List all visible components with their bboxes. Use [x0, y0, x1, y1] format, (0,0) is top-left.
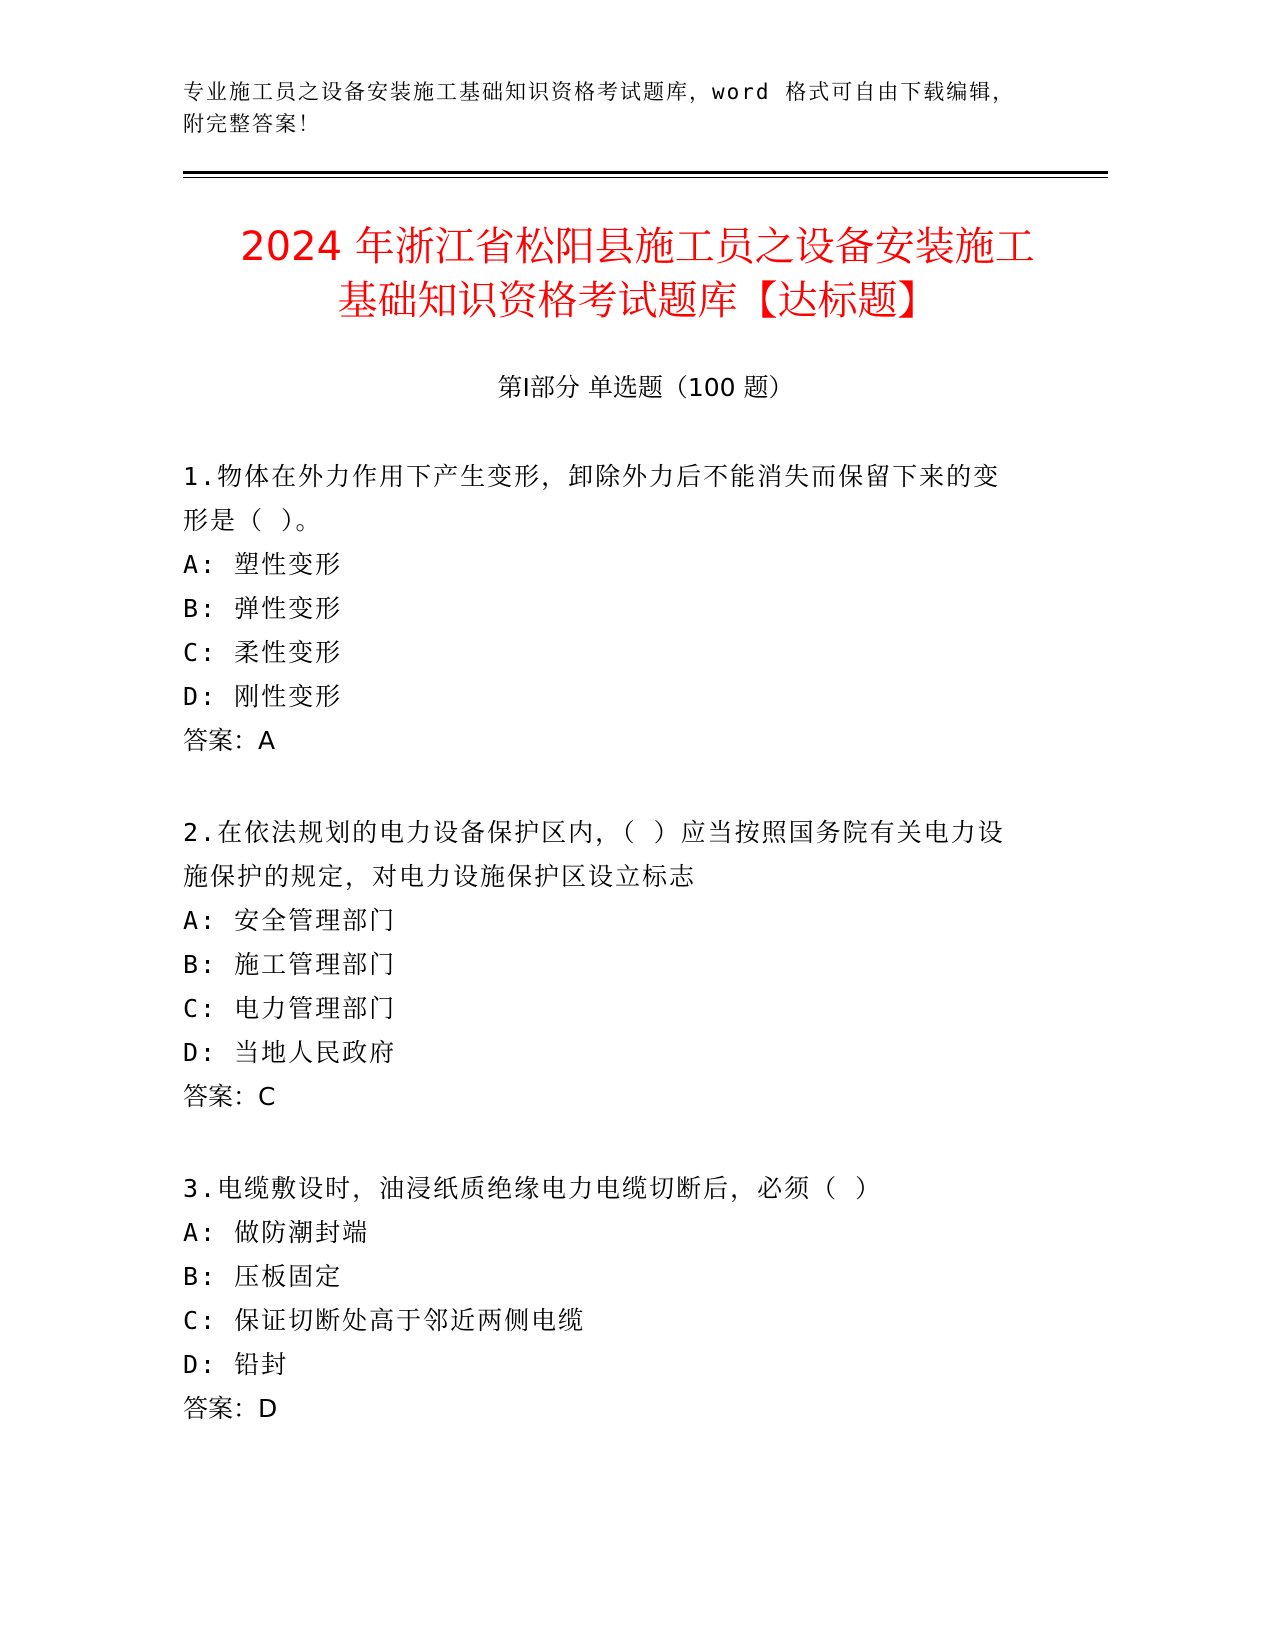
question-stem-line: 施保护的规定，对电力设施保护区设立标志	[183, 862, 697, 891]
option-a: A: 塑性变形	[183, 550, 343, 579]
option-d: D: 铅封	[183, 1350, 289, 1379]
document-title-line-2: 基础知识资格考试题库【达标题】	[337, 278, 938, 324]
question-stem-line: 2.在依法规划的电力设备保护区内，（ ）应当按照国务院有关电力设	[183, 818, 1005, 847]
header-divider-thick	[183, 171, 1108, 174]
option-d: D: 当地人民政府	[183, 1038, 397, 1067]
question-3	[183, 1167, 1063, 1431]
question-1	[183, 455, 1063, 763]
section-heading: 第Ⅰ部分 单选题（100 题）	[497, 373, 794, 402]
document-title	[140, 220, 1135, 328]
option-c: C: 保证切断处高于邻近两侧电缆	[183, 1306, 586, 1335]
option-d: D: 刚性变形	[183, 682, 343, 711]
option-b: B: 施工管理部门	[183, 950, 397, 979]
question-stem-line: 形是（ ）。	[183, 506, 323, 535]
header-divider-thin	[183, 177, 1108, 178]
option-a: A: 做防潮封端	[183, 1218, 370, 1247]
question-stem-line: 1.物体在外力作用下产生变形，卸除外力后不能消失而保留下来的变	[183, 462, 1001, 491]
question-stem-line: 3.电缆敷设时，油浸纸质绝缘电力电缆切断后，必须（ ）	[183, 1174, 883, 1203]
option-a: A: 安全管理部门	[183, 906, 397, 935]
question-2	[183, 811, 1063, 1119]
header-note	[183, 76, 1083, 140]
answer: 答案：D	[183, 1394, 278, 1423]
option-b: B: 弹性变形	[183, 594, 343, 623]
option-b: B: 压板固定	[183, 1262, 343, 1291]
answer: 答案：C	[183, 1082, 276, 1111]
header-note-line-1: 专业施工员之设备安装施工基础知识资格考试题库，word 格式可自由下载编辑，	[183, 80, 1016, 104]
document-title-line-1: 2024 年浙江省松阳县施工员之设备安装施工	[240, 224, 1035, 270]
option-c: C: 柔性变形	[183, 638, 343, 667]
option-c: C: 电力管理部门	[183, 994, 397, 1023]
header-note-line-2: 附完整答案！	[183, 112, 321, 136]
question-list	[183, 455, 1063, 1479]
answer: 答案：A	[183, 726, 276, 755]
